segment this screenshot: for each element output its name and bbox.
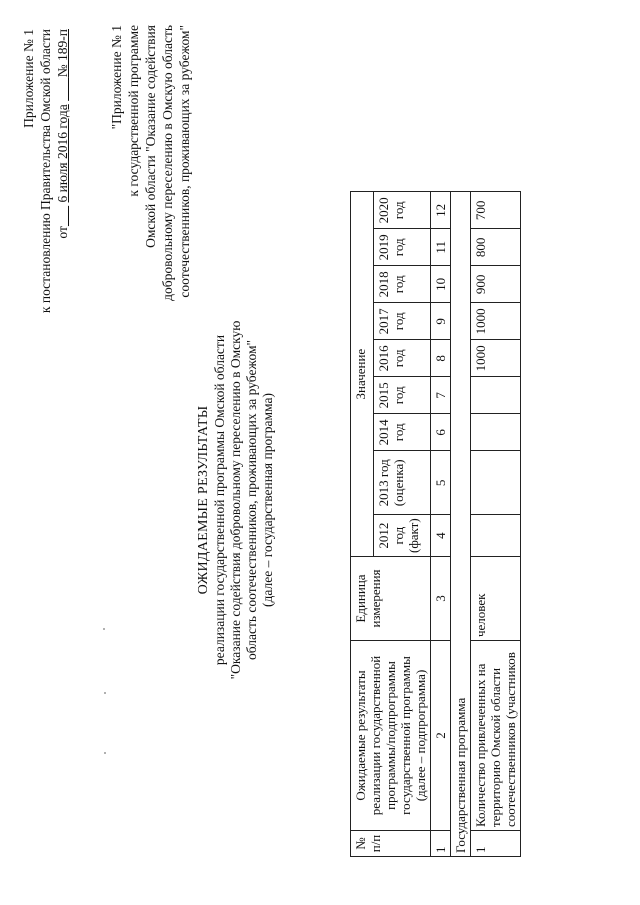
year-header: 2014 год <box>373 414 430 451</box>
scan-speck <box>103 628 105 630</box>
column-number: 11 <box>431 229 451 266</box>
row-value: 1000 <box>471 303 521 340</box>
column-number: 2 <box>431 641 451 831</box>
results-table <box>350 191 521 857</box>
year-header: 2012 год (факт) <box>373 515 430 557</box>
row-value: 1000 <box>471 340 521 377</box>
header-row-1 <box>351 192 374 857</box>
section-title: Государственная программа <box>451 192 471 857</box>
header-unit: Единица измерения <box>351 557 431 641</box>
appendix-number: № 189-п <box>55 29 70 78</box>
appendix-date-line: от 6 июля 2016 года № 189-п <box>55 29 70 239</box>
row-value: 800 <box>471 229 521 266</box>
year-header: 2018 год <box>373 266 430 303</box>
row-unit: человек <box>471 557 521 641</box>
column-number: 1 <box>431 831 451 857</box>
column-number-row <box>431 192 451 857</box>
section-row <box>451 192 471 857</box>
header-result: Ожидаемые результаты реализации государственной программы/подпрограммы государственной программы (далее – подпрограмма) <box>351 641 431 831</box>
row-number: 1 <box>471 831 521 857</box>
year-header: 2017 год <box>373 303 430 340</box>
header-number: № п/п <box>351 831 431 857</box>
row-value <box>471 414 521 451</box>
column-number: 7 <box>431 377 451 414</box>
year-header: 2020 год <box>373 192 430 229</box>
scan-speck <box>104 692 106 694</box>
appendix-date: 6 июля 2016 года <box>55 104 70 203</box>
column-number: 12 <box>431 192 451 229</box>
column-number: 4 <box>431 515 451 557</box>
table-row <box>471 192 521 857</box>
scan-speck <box>104 752 106 754</box>
appendix-title: Приложение № 1 <box>21 29 36 128</box>
row-result: Количество привлеченных на территорию Омской области соотечественников (участников <box>471 641 521 831</box>
program-appendix-header: "Приложение № 1 к государственной программе Омской области "Оказание содействия добровольному переселению в Омскую область соотечественников, проживающих за рубежом" <box>109 25 192 301</box>
row-value: 900 <box>471 266 521 303</box>
row-value: 700 <box>471 192 521 229</box>
column-number: 6 <box>431 414 451 451</box>
column-number: 8 <box>431 340 451 377</box>
column-number: 5 <box>431 451 451 515</box>
row-value <box>471 515 521 557</box>
document-title: ОЖИДАЕМЫЕ РЕЗУЛЬТАТЫ реализации государственной программы Омской области "Оказание содействия добровольному переселению в Омскую область соотечественников, проживающих за рубежом" (далее – государственная программа) <box>196 320 275 680</box>
year-header: 2013 год (оценка) <box>373 451 430 515</box>
column-number: 3 <box>431 557 451 641</box>
row-value <box>471 377 521 414</box>
column-number: 9 <box>431 303 451 340</box>
year-header: 2016 год <box>373 340 430 377</box>
header-value: Значение <box>351 192 374 557</box>
column-number: 10 <box>431 266 451 303</box>
year-header: 2015 год <box>373 377 430 414</box>
appendix-decree: к постановлению Правительства Омской области <box>38 29 53 314</box>
year-header: 2019 год <box>373 229 430 266</box>
appendix-header <box>20 29 71 339</box>
row-value <box>471 451 521 515</box>
